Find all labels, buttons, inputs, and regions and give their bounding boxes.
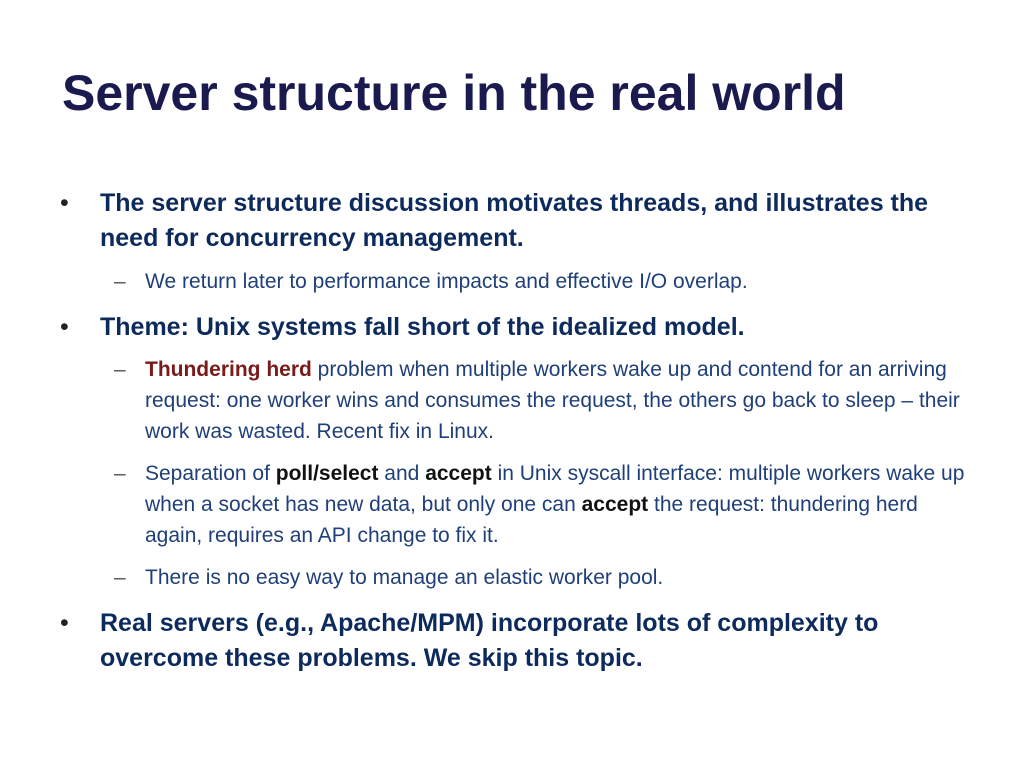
bullet-marker: •: [60, 609, 69, 637]
sub-bullet-marker: –: [114, 270, 126, 293]
sub-bullet-2-1: [114, 354, 975, 447]
sub-bullet-2-3: [114, 562, 975, 593]
sub-bullet-2-2-text-a: Separation of: [145, 462, 276, 485]
bullet-2: [60, 310, 980, 345]
bullet-3: [60, 606, 980, 676]
bullet-2-text: Theme: Unix systems fall short of the idealized model.: [100, 313, 745, 341]
sub-bullet-marker: –: [114, 462, 126, 485]
sub-bullet-2-2-text-c: in Unix syscall interface: multiple workers wake up when a socket has new data, but only one can: [145, 462, 965, 516]
sub-bullet-2-1-text: problem when multiple workers wake up and contend for an arriving request: one worker wins and consumes the request, the others go back to sleep – their work was wasted. Recent fix in Linux.: [145, 358, 960, 443]
sub-bullet-2-3-text: There is no easy way to manage an elastic worker pool.: [145, 566, 664, 589]
keyword-poll-select: poll/select: [275, 462, 379, 485]
keyword-accept: accept: [425, 462, 492, 485]
bullet-marker: •: [60, 189, 69, 217]
bullet-1: [60, 186, 980, 256]
bullet-marker: •: [60, 313, 69, 341]
bullet-3-text: Real servers (e.g., Apache/MPM) incorporate lots of complexity to overcome these problems. We skip this topic.: [100, 609, 879, 672]
keyword-accept-2: accept: [581, 493, 649, 516]
thundering-herd-term: Thundering herd: [145, 358, 312, 381]
sub-bullet-2-2-text-d: the request: thundering herd again, requires an API change to fix it.: [145, 493, 918, 547]
sub-bullet-marker: –: [114, 358, 126, 381]
sub-bullet-2-2-text-b: and: [378, 462, 426, 485]
sub-bullet-marker: –: [114, 566, 126, 589]
sub-bullet-1-1-text: We return later to performance impacts and effective I/O overlap.: [145, 270, 748, 293]
slide-title: Server structure in the real world: [62, 65, 846, 121]
sub-bullet-1-1: [114, 266, 975, 297]
sub-bullet-2-2: [114, 458, 975, 551]
bullet-1-text: The server structure discussion motivates threads, and illustrates the need for concurrency management.: [100, 189, 929, 252]
